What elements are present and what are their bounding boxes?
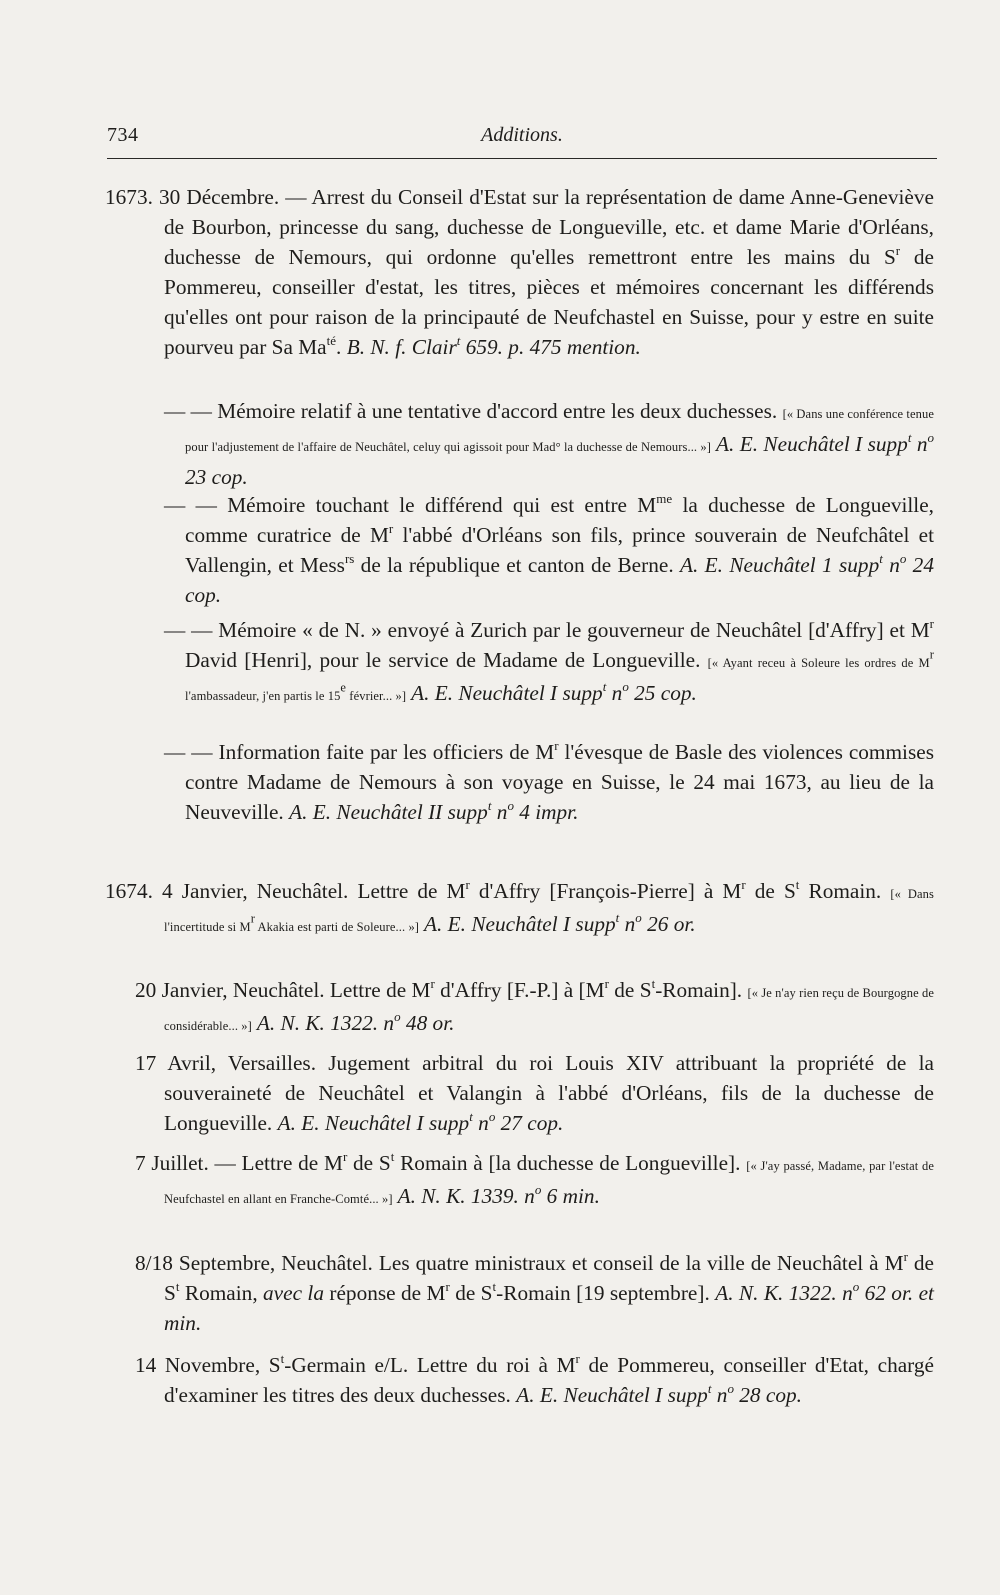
entry-1674-07-07: 7 Juillet. — Lettre de $M^r$ de $S^t$ Romain à [la duchesse de Longueville]. [« J'ay passé, Madame, par l'estat de Neufchastel en allant en Franche-Comté... »] A. N. K. 1339. $n^o$ 6 min. <box>135 1148 934 1208</box>
entry-1674-01-20: 20 Janvier, Neuchâtel. Lettre de $M^r$ d'Affry [F.-P.] à [$M^r$ de $S^t-Romain$]. [« Je n'ay rien reçu de Bourgogne de considérable... »] A. N. K. 1322. $n^o$ 48 or. <box>135 975 934 1035</box>
entry-memoire-differend: — — Mémoire touchant le différend qui est entre $M^{me}$ la duchesse de Longueville, comme curatrice de $M^r$ l'abbé d'Orléans son fils, prince souverain de Neufchâtel et Vallengin, et Mess$^{rs}$ de la république et canton de Berne. A. E. Neuchâtel 1 supp$^t$ $n^o$ 24 cop. <box>164 490 934 607</box>
entry-1674-11-14: 14 Novembre, $S^t$-Germain e/L. Lettre du roi à $M^r$ de Pommereu, conseiller d'Etat, chargé d'examiner les titres des deux duchesses. A. E. Neuchâtel I supp$^t$ $n^o$ 28 cop. <box>135 1350 934 1407</box>
running-title: Additions. <box>481 124 563 146</box>
entry-1674-01-04: 1674. 4 Janvier, Neuchâtel. Lettre de $M^r$ d'Affry [François-Pierre] à $M^r$ de $S^t$ Romain. [« Dans l'incertitude si $M^r$ Akakia est parti de Soleure... »] A. E. Neuchâtel I supp$^t$ $n^o$ 26 or. <box>105 876 934 936</box>
entry-information-basle: — — Information faite par les officiers de $M^r$ l'évesque de Basle des violences commises contre Madame de Nemours à son voyage en Suisse, le 24 mai 1673, au lieu de la Neuveville. A. E. Neuchâtel II supp$^t$ $n^o$ 4 impr. <box>164 737 934 824</box>
entry-memoire-zurich: — — Mémoire « de N. » envoyé à Zurich par le gouverneur de Neuchâtel [d'Affry] et $M^r$ David [Henri], pour le service de Madame de Longueville. [« Ayant receu à Soleure les ordres de $M^r$ l'ambassadeur, j'en partis le 15e février... »] A. E. Neuchâtel I supp$^t$ $n^o$ 25 cop. <box>164 615 934 705</box>
entry-1673-12-30: 1673. 30 Décembre. — Arrest du Conseil d'Estat sur la représentation de dame Anne-Geneviève de Bourbon, princesse du sang, duchesse de Longueville, etc. et dame Marie d'Orléans, duchesse de Nemours, qui ordonne qu'elles remettront entre les mains du $S^r$ de Pommereu, conseiller d'estat, les titres, pièces et mémoires concernant les différends qu'elles ont pour raison de la principauté de Neufchastel en Suisse, pour y estre en suite pourveu par Sa $Ma^{té}$. B. N. f. Clair$^t$ 659. p. 475 mention. <box>105 185 934 359</box>
entry-1674-09-18: 8/18 Septembre, Neuchâtel. Les quatre ministraux et conseil de la ville de Neuchâtel à $M^r$ de $S^t$ Romain, avec la réponse de $M^r$ de $S^t$-Romain [19 septembre]. A. N. K. 1322. $n^o$ 62 or. et min. <box>135 1248 934 1335</box>
page-header <box>107 124 937 159</box>
entry-memoire-accord: — — Mémoire relatif à une tentative d'accord entre les deux duchesses. [« Dans une conférence tenue pour l'adjustement de l'affaire de Neuchâtel, celuy qui agissoit pour Mad° la duchesse de Nemours... »] A. E. Neuchâtel I supp$^t$ $n^o$ 23 cop. <box>164 399 934 489</box>
entry-1674-04-17: 17 Avril, Versailles. Jugement arbitral du roi Louis XIV attribuant la propriété de la souveraineté de Neuchâtel et Valangin à l'abbé d'Orléans, fils de la duchesse de Longueville. A. E. Neuchâtel I supp$^t$ $n^o$ 27 cop. <box>135 1051 934 1135</box>
page-number: 734 <box>107 124 139 146</box>
